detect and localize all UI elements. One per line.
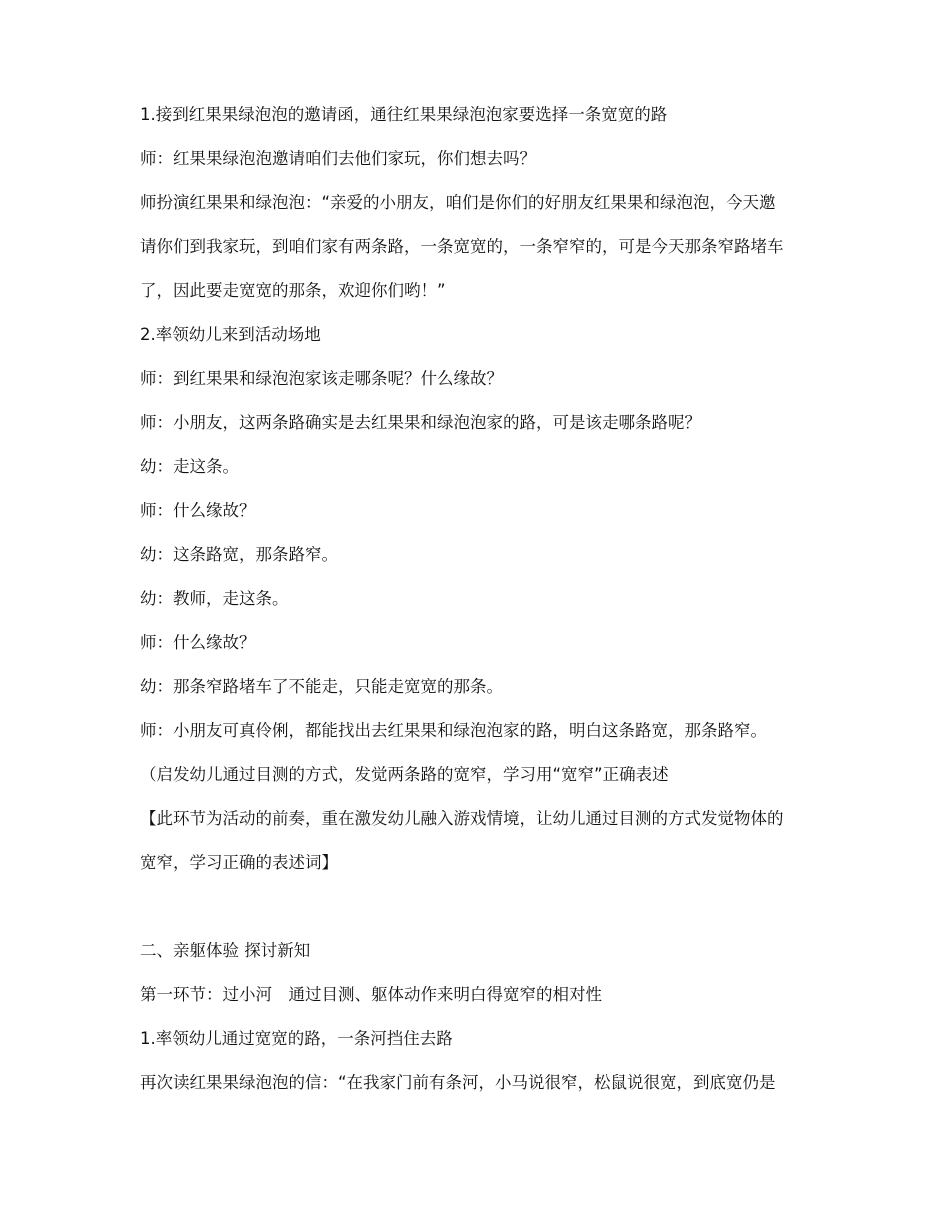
paragraph-line: 师扮演红果果和绿泡泡：“亲爱的小朋友，咱们是你们的好朋友红果果和绿泡泡，今天邀 (140, 193, 776, 212)
paragraph-line: 幼：这条路宽，那条路窄。 (140, 545, 338, 564)
paragraph-line: 了，因此要走宽宽的那条，欢迎你们哟！” (140, 281, 446, 300)
paragraph-line: 师：到红果果和绿泡泡家该走哪条呢？什么缘故？ (140, 369, 503, 388)
paragraph-line: 师：小朋友可真伶俐，都能找出去红果果和绿泡泡家的路，明白这条路宽，那条路窄。 (140, 721, 767, 740)
section-heading: 二、亲躯体验 探讨新知 (140, 941, 311, 960)
paragraph-line: 师：红果果绿泡泡邀请咱们去他们家玩，你们想去吗？ (140, 149, 536, 168)
paragraph-line: （启发幼儿通过目测的方式，发觉两条路的宽窄，学习用“宽窄”正确表述 (140, 765, 669, 784)
paragraph-line: 请你们到我家玩，到咱们家有两条路，一条宽宽的，一条窄窄的，可是今天那条窄路堵车 (140, 237, 784, 256)
paragraph-line: 宽窄，学习正确的表述词】 (140, 853, 338, 872)
paragraph-line: 第一环节：过小河 通过目测、躯体动作来明白得宽窄的相对性 (140, 985, 602, 1004)
paragraph-line: 幼：那条窄路堵车了不能走，只能走宽宽的那条。 (140, 677, 503, 696)
paragraph-line: 幼：走这条。 (140, 457, 239, 476)
paragraph-line: 师：什么缘故？ (140, 501, 256, 520)
document-body (140, 93, 830, 1105)
paragraph-line: 1.率领幼儿通过宽宽的路，一条河挡住去路 (140, 1029, 453, 1048)
blank-line (140, 885, 830, 929)
paragraph-line: 再次读红果果绿泡泡的信：“在我家门前有条河，小马说很窄，松鼠说很宽，到底宽仍是 (140, 1073, 776, 1092)
paragraph-line: 师：什么缘故？ (140, 633, 256, 652)
paragraph-line: 1.接到红果果绿泡泡的邀请函，通往红果果绿泡泡家要选择一条宽宽的路 (140, 105, 668, 124)
paragraph-line: 幼：教师，走这条。 (140, 589, 289, 608)
paragraph-line: 【此环节为活动的前奏，重在激发幼儿融入游戏情境，让幼儿通过目测的方式发觉物体的 (140, 809, 784, 828)
paragraph-line: 师：小朋友，这两条路确实是去红果果和绿泡泡家的路，可是该走哪条路呢？ (140, 413, 701, 432)
paragraph-line: 2.率领幼儿来到活动场地 (140, 325, 321, 344)
